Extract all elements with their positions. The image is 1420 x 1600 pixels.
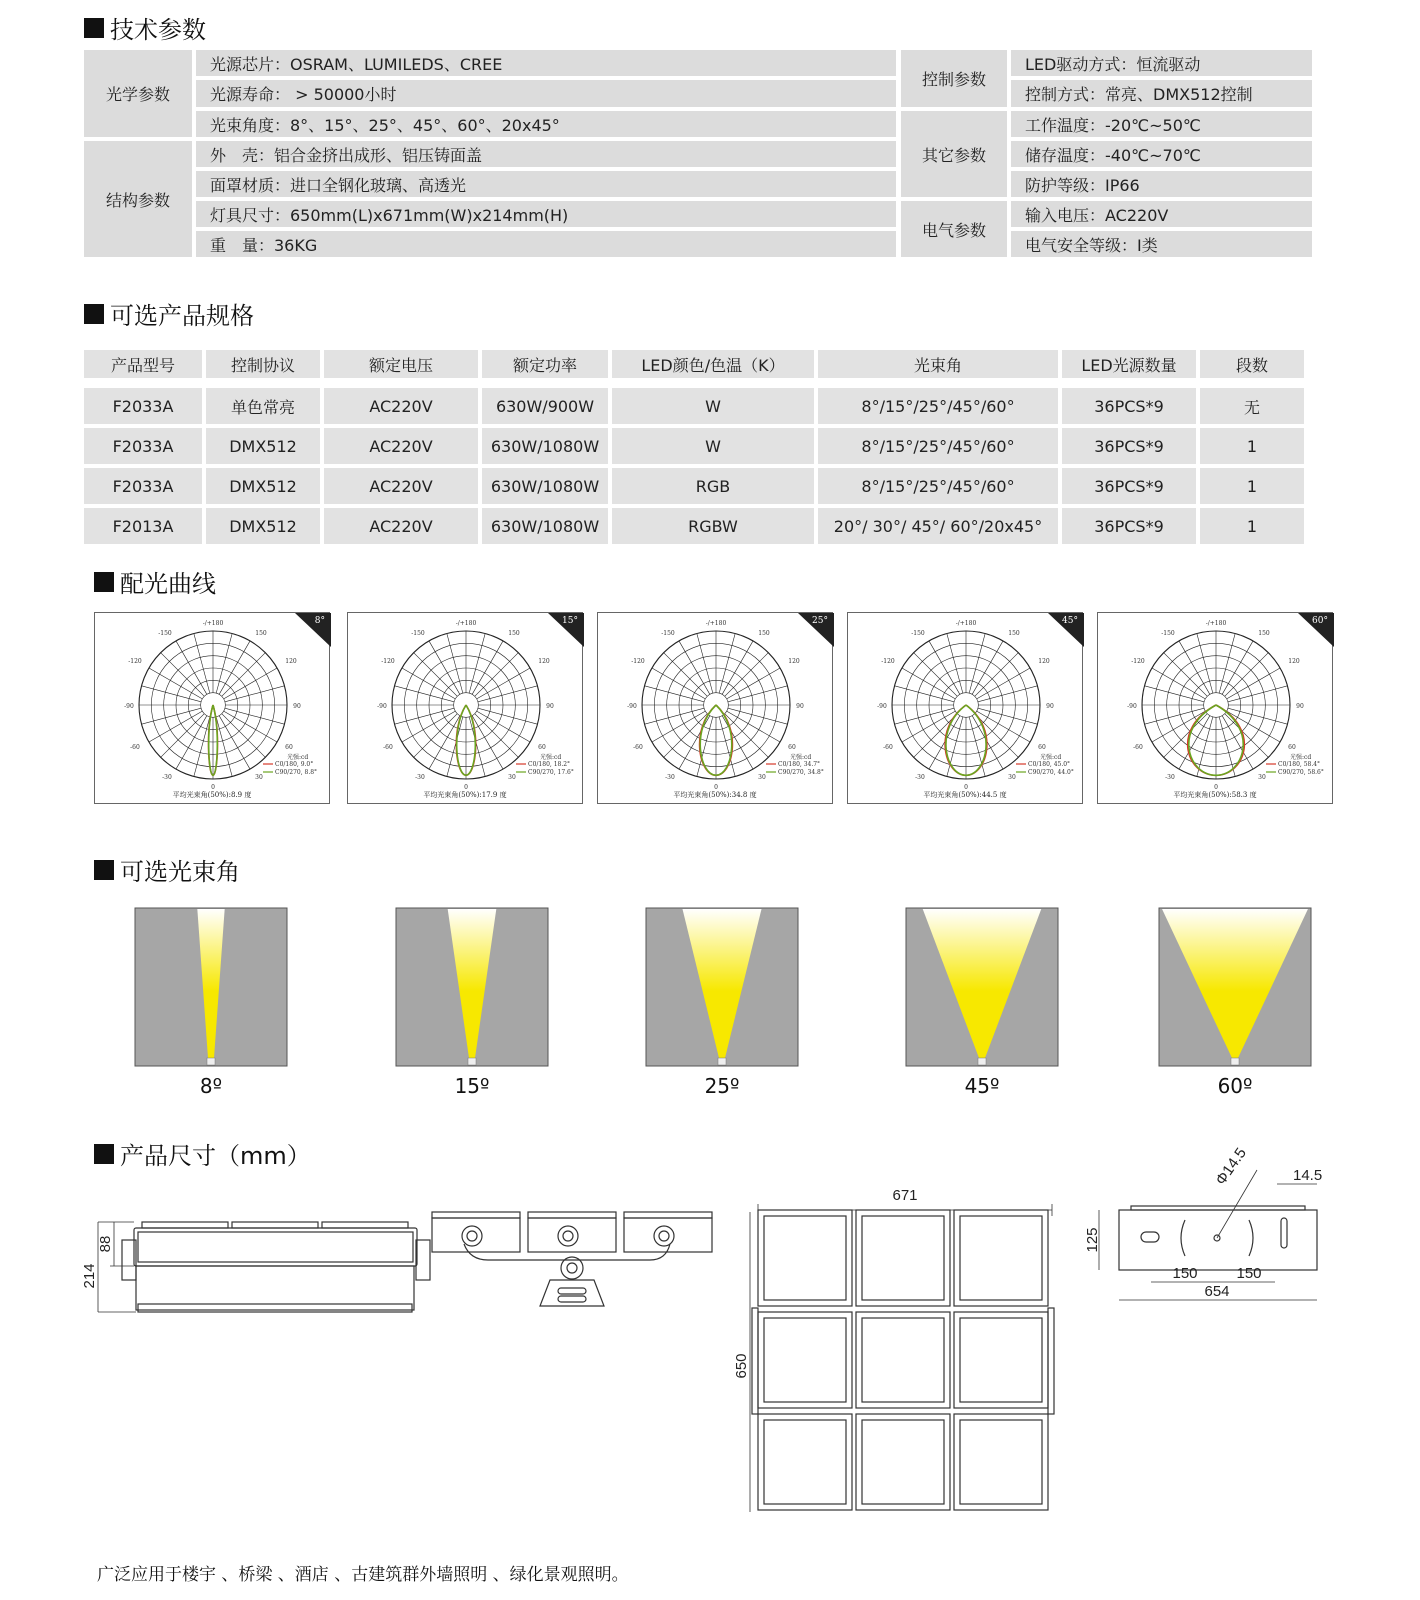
polar-angle-label: -150: [911, 630, 925, 637]
polar-curve-svg: [348, 613, 584, 805]
polar-angle-label: -60: [383, 744, 393, 751]
polar-angle-label: -60: [883, 744, 893, 751]
spec-table-cell: 36PCS*9: [1062, 508, 1196, 544]
dim-650: 650: [733, 1353, 750, 1379]
polar-spoke: [947, 634, 963, 694]
square-bullet-icon: [94, 1144, 114, 1164]
spec-table-cell: 20°/ 30°/ 45°/ 60°/20x45°: [818, 508, 1058, 544]
optical-label: 光学参数: [84, 50, 192, 137]
beam-angle-illustration: [135, 908, 287, 1066]
polar-angle-label: 30: [1008, 774, 1016, 781]
polar-angle-label: 0: [464, 784, 468, 791]
polar-spoke: [414, 714, 458, 758]
polar-angle-label: -/+180: [955, 620, 977, 627]
structure-row-1: 外 壳：铝合金挤出成形、铝压铸面盖: [196, 141, 896, 167]
spec-header-cell: 额定功率: [482, 350, 608, 378]
polar-angle-label: -120: [881, 658, 895, 665]
optical-row-2: 光源寿命： > 50000小时: [196, 80, 896, 107]
polar-angle-label: -150: [661, 630, 675, 637]
polar-spoke: [225, 686, 285, 702]
square-bullet-icon: [84, 304, 104, 324]
polar-angle-label: 150: [1008, 630, 1020, 637]
spec-table-cell: 36PCS*9: [1062, 388, 1196, 424]
polar-spoke: [978, 708, 1038, 724]
polar-spoke: [1219, 634, 1235, 694]
average-beam-angle: 平均光束角(50%):17.9 度: [423, 791, 507, 799]
dim-phi-14-5: Φ14.5: [1212, 1144, 1250, 1189]
square-bullet-icon: [84, 18, 104, 38]
spec-table-cell: 36PCS*9: [1062, 468, 1196, 504]
spec-table-cell: F2033A: [84, 388, 202, 424]
beam-angle-illustration: [646, 908, 798, 1066]
control-row-1: LED驱动方式：恒流驱动: [1011, 50, 1312, 76]
spec-table-cell: RGBW: [612, 508, 814, 544]
polar-angle-label: -150: [158, 630, 172, 637]
polar-spoke: [1225, 653, 1269, 697]
polar-spoke: [975, 714, 1019, 758]
polar-spoke: [447, 634, 463, 694]
polar-angle-label: -90: [124, 703, 134, 710]
spec-table-cell: 630W/1080W: [482, 468, 608, 504]
structure-row-4: 重 量：36KG: [196, 231, 896, 257]
polar-spoke: [645, 686, 705, 702]
polar-angle-label: -30: [915, 774, 925, 781]
polar-angle-label: -90: [377, 703, 387, 710]
polar-angle-label: 90: [796, 703, 804, 710]
electric-row-2: 电气安全等级：Ⅰ类: [1011, 231, 1312, 257]
structure-label: 结构参数: [84, 141, 192, 257]
polar-angle-label: -90: [1127, 703, 1137, 710]
average-beam-angle: 平均光束角(50%):58.3 度: [1173, 791, 1257, 799]
polar-angle-label: C90/270, 8.8°: [275, 769, 318, 776]
square-bullet-icon: [94, 572, 114, 592]
polar-angle-label: -90: [627, 703, 637, 710]
polar-curve-chart: [847, 612, 1083, 804]
beam-angle-label: 15º: [454, 1074, 490, 1098]
spec-table-cell: 630W/900W: [482, 388, 608, 424]
polar-spoke: [895, 686, 955, 702]
polar-spoke: [1145, 686, 1205, 702]
bracket-view-drawing: [1084, 1144, 1345, 1300]
spec-table-cell: F2033A: [84, 428, 202, 464]
polar-angle-label: 30: [1258, 774, 1266, 781]
polar-spoke: [914, 653, 958, 697]
polar-angle-label: 30: [508, 774, 516, 781]
other-row-1: 工作温度：-20℃~50℃: [1011, 111, 1312, 137]
section-title-size: 产品尺寸（mm）: [94, 1136, 311, 1171]
polar-spoke: [975, 653, 1019, 697]
polar-angle-label: 90: [1046, 703, 1054, 710]
polar-spoke: [216, 634, 232, 694]
structure-row-2: 面罩材质：进口全钢化玻璃、高透光: [196, 171, 896, 197]
polar-angle-label: -30: [415, 774, 425, 781]
dim-125: 125: [1084, 1227, 1101, 1253]
polar-spoke: [475, 653, 519, 697]
other-row-3: 防护等级：IP66: [1011, 171, 1312, 197]
beam-angle-label: 25º: [704, 1074, 740, 1098]
beam-angle-illustration: [396, 908, 548, 1066]
structure-row-3: 灯具尺寸：650mm(L)x671mm(W)x214mm(H): [196, 201, 896, 227]
polar-angle-label: C90/270, 44.0°: [1028, 769, 1074, 776]
polar-spoke: [222, 714, 266, 758]
polar-spoke: [225, 708, 285, 724]
polar-spoke: [142, 708, 202, 724]
polar-angle-label: 120: [285, 658, 297, 665]
beam-corner-label: 60°: [1312, 616, 1328, 626]
spec-table-cell: 单色常亮: [206, 388, 320, 424]
polar-angle-label: -60: [633, 744, 643, 751]
spec-table-cell: 630W/1080W: [482, 508, 608, 544]
polar-spoke: [216, 717, 232, 777]
dim-150-right: 150: [1236, 1265, 1262, 1282]
polar-angle-label: 光强:cd: [790, 754, 812, 761]
average-beam-angle: 平均光束角(50%):44.5 度: [923, 791, 1007, 799]
beam-corner-label: 25°: [812, 616, 828, 626]
dim-214: 214: [81, 1263, 98, 1289]
front-view-drawing: [733, 1180, 1070, 1530]
polar-spoke: [194, 717, 210, 777]
polar-angle-label: 150: [508, 630, 520, 637]
spec-table-cell: 8°/15°/25°/45°/60°: [818, 468, 1058, 504]
spec-table-cell: RGB: [612, 468, 814, 504]
polar-spoke: [697, 634, 713, 694]
polar-spoke: [161, 653, 205, 697]
polar-angle-label: 30: [255, 774, 263, 781]
polar-spoke: [1197, 717, 1213, 777]
spec-table-cell: AC220V: [324, 388, 478, 424]
polar-curve-svg: [598, 613, 834, 805]
polar-spoke: [969, 634, 985, 694]
polar-curve-svg: [848, 613, 1084, 805]
dim-150-left: 150: [1172, 1265, 1198, 1282]
polar-spoke: [728, 686, 788, 702]
polar-angle-label: C90/270, 58.6°: [1278, 769, 1324, 776]
polar-curve-svg: [95, 613, 331, 805]
polar-angle-label: 120: [1288, 658, 1300, 665]
light-source-square: [468, 1058, 476, 1065]
polar-angle-label: 90: [1296, 703, 1304, 710]
polar-spoke: [978, 686, 1038, 702]
polar-curve-chart: [347, 612, 583, 804]
electric-row-1: 输入电压：AC220V: [1011, 201, 1312, 227]
polar-angle-label: -120: [1131, 658, 1145, 665]
beam-angle-illustration: [906, 908, 1058, 1066]
spec-table-cell: 630W/1080W: [482, 428, 608, 464]
polar-angle-label: 90: [293, 703, 301, 710]
other-label: 其它参数: [901, 111, 1007, 197]
section-title-beam: 可选光束角: [94, 852, 240, 887]
polar-spoke: [478, 686, 538, 702]
beam-corner-label: 15°: [562, 616, 578, 626]
polar-angle-label: 30: [758, 774, 766, 781]
control-row-2: 控制方式：常亮、DMX512控制: [1011, 80, 1312, 107]
polar-angle-label: 60: [1288, 744, 1296, 751]
polar-angle-label: -150: [411, 630, 425, 637]
polar-spoke: [142, 686, 202, 702]
polar-angle-label: -120: [381, 658, 395, 665]
polar-angle-label: C0/180, 58.4°: [1278, 761, 1321, 768]
beam-angle-illustration: [1159, 908, 1311, 1066]
polar-spoke: [725, 653, 769, 697]
light-source-square: [718, 1058, 726, 1065]
dim-14-5: 14.5: [1293, 1167, 1323, 1184]
corner-triangle: [295, 613, 331, 647]
polar-angle-label: -/+180: [705, 620, 727, 627]
spec-header-cell: 控制协议: [206, 350, 320, 378]
polar-curve-chart: [1097, 612, 1333, 804]
polar-angle-label: 120: [788, 658, 800, 665]
spec-table-cell: 8°/15°/25°/45°/60°: [818, 428, 1058, 464]
footer-application-text: 广泛应用于楼宇 、桥梁 、酒店 、古建筑群外墙照明 、绿化景观照明。: [97, 1565, 629, 1585]
beam-angle-label: 8º: [199, 1074, 223, 1098]
dim-671: 671: [892, 1187, 918, 1204]
polar-angle-label: 150: [1258, 630, 1270, 637]
polar-angle-label: -30: [1165, 774, 1175, 781]
polar-angle-label: 0: [211, 784, 215, 791]
polar-curve-chart: [597, 612, 833, 804]
polar-angle-label: -120: [128, 658, 142, 665]
top-view-drawing: [430, 1210, 720, 1320]
polar-angle-label: -150: [1161, 630, 1175, 637]
section-title-spec: 可选产品规格: [84, 296, 254, 331]
spec-table-cell: DMX512: [206, 428, 320, 464]
polar-angle-label: -90: [877, 703, 887, 710]
spec-header-cell: LED颜色/色温（K）: [612, 350, 814, 378]
spec-table-cell: 1: [1200, 428, 1304, 464]
polar-spoke: [664, 653, 708, 697]
beam-corner-label: 8°: [314, 616, 325, 626]
beam-corner-label: 45°: [1062, 616, 1078, 626]
section-title-tech: 技术参数: [84, 10, 206, 45]
polar-angle-label: C0/180, 9.0°: [275, 761, 314, 768]
polar-angle-label: C0/180, 34.7°: [778, 761, 821, 768]
polar-angle-label: 光强:cd: [540, 754, 562, 761]
polar-spoke: [1164, 714, 1208, 758]
polar-angle-label: 120: [1038, 658, 1050, 665]
control-label: 控制参数: [901, 50, 1007, 107]
electric-label: 电气参数: [901, 201, 1007, 257]
average-beam-angle: 平均光束角(50%):8.9 度: [172, 791, 252, 799]
polar-angle-label: 光强:cd: [287, 754, 309, 761]
polar-angle-label: 90: [546, 703, 554, 710]
dim-88: 88: [97, 1235, 114, 1253]
polar-angle-label: 60: [1038, 744, 1046, 751]
polar-curve-chart: [94, 612, 330, 804]
light-source-square: [207, 1058, 215, 1065]
polar-spoke: [719, 634, 735, 694]
polar-spoke: [395, 686, 455, 702]
section-title-curve: 配光曲线: [94, 564, 216, 599]
spec-table-cell: AC220V: [324, 428, 478, 464]
polar-angle-label: -60: [1133, 744, 1143, 751]
polar-angle-label: 0: [1214, 784, 1218, 791]
polar-spoke: [222, 653, 266, 697]
polar-spoke: [1219, 717, 1235, 777]
spec-table-cell: AC220V: [324, 468, 478, 504]
polar-angle-label: -/+180: [455, 620, 477, 627]
spec-table-cell: F2033A: [84, 468, 202, 504]
spec-table-cell: 1: [1200, 468, 1304, 504]
spec-table-cell: 1: [1200, 508, 1304, 544]
polar-spoke: [478, 708, 538, 724]
polar-curve-svg: [1098, 613, 1334, 805]
dim-654: 654: [1204, 1283, 1230, 1300]
side-view-drawing: [80, 1200, 420, 1320]
other-row-2: 储存温度：-40℃~70℃: [1011, 141, 1312, 167]
spec-table-cell: AC220V: [324, 508, 478, 544]
polar-angle-label: 0: [714, 784, 718, 791]
polar-angle-label: 150: [255, 630, 267, 637]
polar-spoke: [728, 708, 788, 724]
spec-table-cell: 36PCS*9: [1062, 428, 1196, 464]
beam-angle-label: 60º: [1217, 1074, 1253, 1098]
polar-angle-label: 120: [538, 658, 550, 665]
light-source-square: [1231, 1058, 1239, 1065]
polar-angle-label: C0/180, 45.0°: [1028, 761, 1071, 768]
square-bullet-icon: [94, 860, 114, 880]
polar-spoke: [395, 708, 455, 724]
spec-table-cell: W: [612, 388, 814, 424]
polar-angle-label: C0/180, 18.2°: [528, 761, 571, 768]
polar-spoke: [161, 714, 205, 758]
polar-spoke: [645, 708, 705, 724]
polar-angle-label: 0: [964, 784, 968, 791]
polar-spoke: [1197, 634, 1213, 694]
optical-row-3: 光束角度：8°、15°、25°、45°、60°、20x45°: [196, 111, 896, 137]
polar-angle-label: -30: [162, 774, 172, 781]
polar-angle-label: 60: [538, 744, 546, 751]
light-source-square: [978, 1058, 986, 1065]
polar-angle-label: 60: [285, 744, 293, 751]
polar-spoke: [414, 653, 458, 697]
polar-angle-label: C90/270, 17.6°: [528, 769, 574, 776]
optical-row-1: 光源芯片：OSRAM、LUMILEDS、CREE: [196, 50, 896, 76]
polar-angle-label: 光强:cd: [1290, 754, 1312, 761]
spec-header-cell: LED光源数量: [1062, 350, 1196, 378]
polar-spoke: [914, 714, 958, 758]
polar-angle-label: C90/270, 34.8°: [778, 769, 824, 776]
spec-table-cell: DMX512: [206, 508, 320, 544]
polar-spoke: [895, 708, 955, 724]
spec-table-cell: DMX512: [206, 468, 320, 504]
spec-table-cell: W: [612, 428, 814, 464]
polar-spoke: [1228, 686, 1288, 702]
average-beam-angle: 平均光束角(50%):34.8 度: [673, 791, 757, 799]
spec-header-cell: 产品型号: [84, 350, 202, 378]
spec-header-cell: 额定电压: [324, 350, 478, 378]
polar-angle-label: -120: [631, 658, 645, 665]
polar-spoke: [469, 634, 485, 694]
polar-angle-label: -60: [130, 744, 140, 751]
polar-spoke: [1225, 714, 1269, 758]
polar-spoke: [1164, 653, 1208, 697]
polar-angle-label: 150: [758, 630, 770, 637]
spec-table-cell: 8°/15°/25°/45°/60°: [818, 388, 1058, 424]
polar-spoke: [475, 714, 519, 758]
polar-angle-label: -/+180: [202, 620, 224, 627]
spec-header-cell: 光束角: [818, 350, 1058, 378]
spec-table-cell: F2013A: [84, 508, 202, 544]
polar-angle-label: -/+180: [1205, 620, 1227, 627]
polar-spoke: [194, 634, 210, 694]
polar-angle-label: 60: [788, 744, 796, 751]
beam-angle-label: 45º: [964, 1074, 1000, 1098]
polar-angle-label: -30: [665, 774, 675, 781]
polar-angle-label: 光强:cd: [1040, 754, 1062, 761]
spec-table-cell: 无: [1200, 388, 1304, 424]
spec-header-cell: 段数: [1200, 350, 1304, 378]
